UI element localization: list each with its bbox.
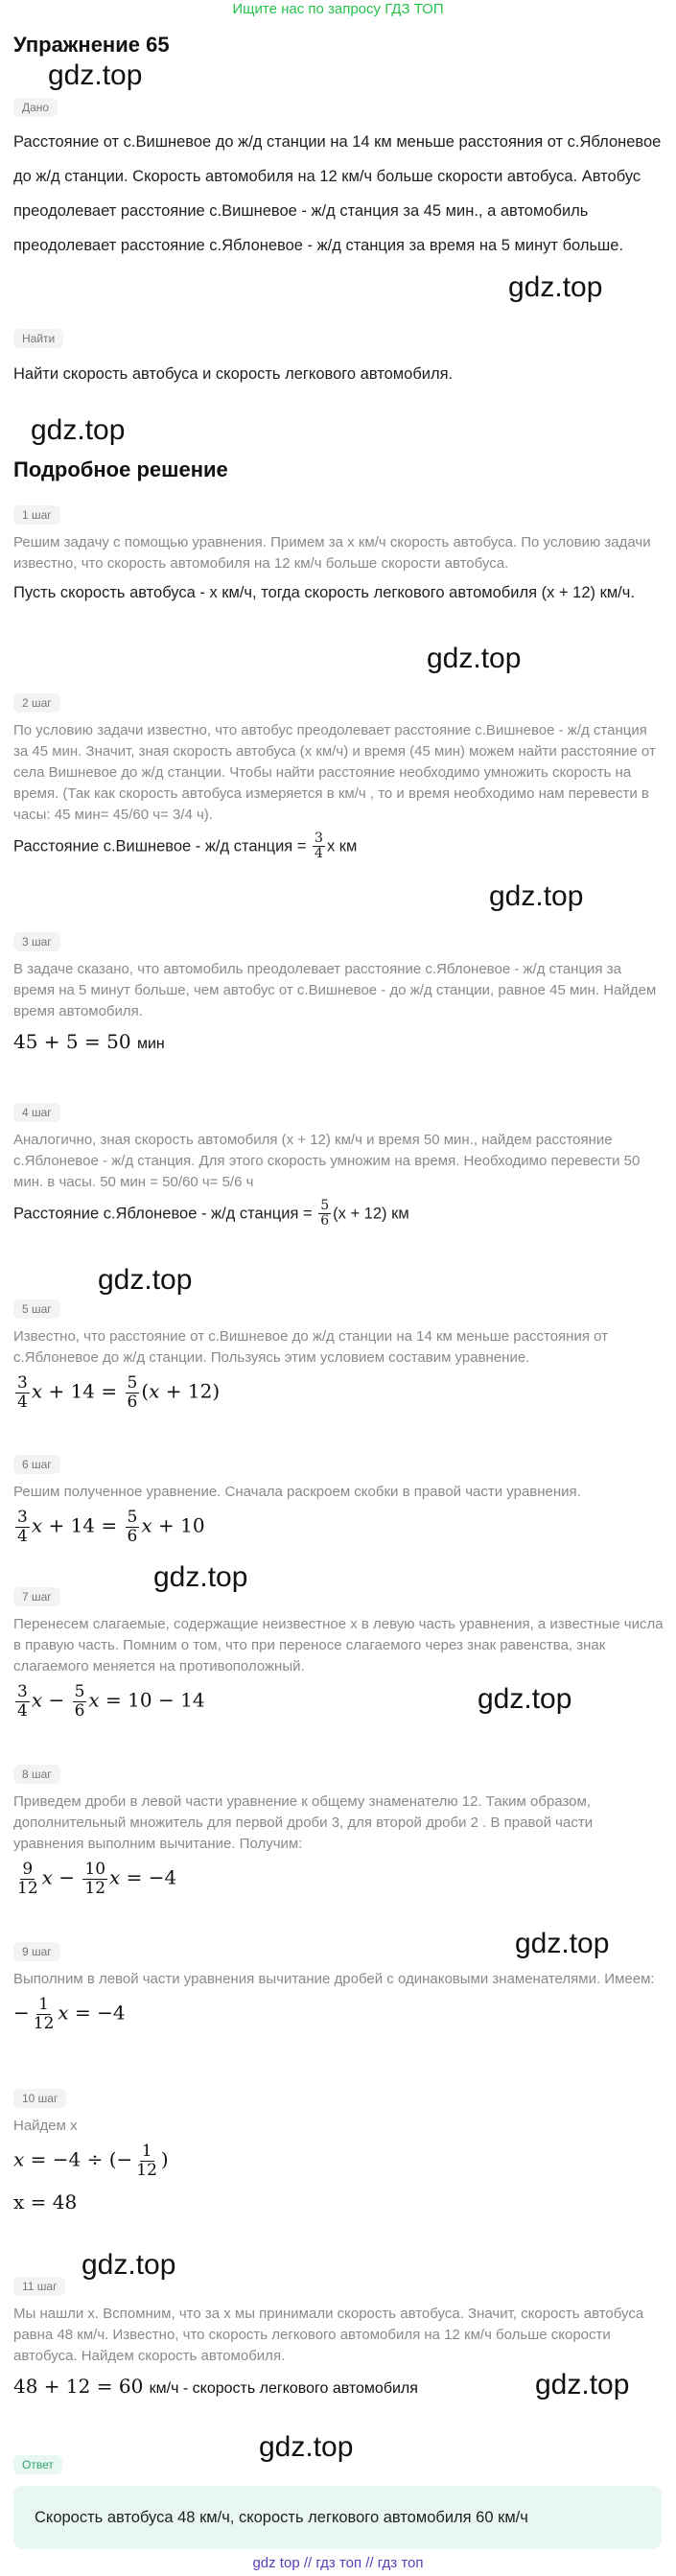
- equation: [13, 2373, 665, 2402]
- step-text: В задаче сказано, что автомобиль преодолевает расстояние с.Яблоневое - ж/д станция за время на 5 минут больше, чем автобус от с.Вишневое - до ж/д станции, равное 45 мин. Найдем время автомобиля.: [13, 961, 657, 1019]
- answer-text: Скорость автобуса 48 км/ч, скорость легкового автомобиля 60 км/ч: [35, 2508, 528, 2526]
- step-9: [13, 1942, 665, 2032]
- solution-title: Подробное решение: [13, 457, 228, 481]
- step-label: 9 шаг: [13, 1942, 60, 1961]
- given-label: Дано: [13, 98, 58, 117]
- watermark: gdz.top: [259, 2431, 354, 2463]
- equation: [13, 1028, 665, 1058]
- watermark: gdz.top: [82, 2249, 176, 2281]
- step-text: Решим полученное уравнение. Сначала раскроем скобки в правой части уравнения.: [13, 1484, 581, 1500]
- watermark: gdz.top: [31, 414, 126, 446]
- step-label: 6 шаг: [13, 1455, 60, 1474]
- watermark: gdz.top: [153, 1561, 248, 1593]
- watermark: gdz.top: [508, 271, 603, 303]
- equation-text: 45 + 5 = 50: [13, 1030, 131, 1053]
- step-text: Найдем x: [13, 2118, 78, 2134]
- step-7: [13, 1587, 665, 1720]
- equation: x = −4 ÷ (− $\frac{1}{12}$ ): [13, 2142, 169, 2180]
- distance-label: Расстояние с.Вишневое - ж/д станция =: [13, 837, 312, 855]
- step-conclusion: [13, 831, 665, 862]
- step-label: 7 шаг: [13, 1587, 60, 1606]
- step-label: 2 шаг: [13, 693, 60, 713]
- answer-box: [13, 2486, 662, 2549]
- watermark: gdz.top: [515, 1928, 610, 1959]
- watermark: gdz.top: [98, 1264, 193, 1296]
- step-label: 10 шаг: [13, 2089, 66, 2108]
- step-label: 11 шаг: [13, 2277, 65, 2296]
- step-label: 5 шаг: [13, 1300, 60, 1319]
- equation: − $\frac{1}{12}$ x = −4: [13, 1995, 126, 2033]
- find-text: Найти скорость автобуса и скорость легкового автомобиля.: [13, 365, 454, 383]
- step-text: Решим задачу с помощью уравнения. Примем за x км/ч скорость автобуса. По условию задачи известно, что скорость автомобиля на 12 км/ч больше скорости автобуса.: [13, 534, 651, 572]
- step-conclusion: [13, 1199, 665, 1229]
- equation-result: x = 48: [13, 2190, 78, 2214]
- step-text: Аналогично, зная скорость автомобиля (x + 12) км/ч и время 50 мин., найдем расстояние с.Яблоневое - ж/д станция. Для этого скорость умножим на время. Необходимо перевести 50 мин. в часы. 50 мин = 50/60 ч= 5/6 ч: [13, 1132, 641, 1190]
- distance-expression: (x + 12) км: [333, 1205, 409, 1223]
- watermark: gdz.top: [478, 1683, 572, 1715]
- equation-unit: мин: [136, 1036, 165, 1052]
- watermark: gdz.top: [535, 2369, 630, 2400]
- given-text: Расстояние от с.Вишневое до ж/д станции на 14 км меньше расстояния от с.Яблоневое до ж/д станции. Скорость автомобиля на 12 км/ч больше скорости автобуса. Автобус преодолевает расстояние с.Вишневое - ж/д станция за 45 мин., а автомобиль преодолевает расстояние с.Яблоневое - ж/д станция за время на 5 минут больше.: [13, 133, 662, 254]
- step-label: 4 шаг: [13, 1103, 60, 1122]
- step-text: По условию задачи известно, что автобус преодолевает расстояние с.Вишневое - ж/д станция за 45 мин. Значит, зная скорость автобуса (x км/ч) и время (45 мин) можем найти расстояние от села Вишневое до ж/д станции. Чтобы найти расстояние необходимо умножить скорость на время. (Так как скорость автобуса измеряется в км/ч , то и время необходимо нам перевести в часы: 45 мин= 45/60 ч= 3/4 ч).: [13, 722, 656, 823]
- find-label: Найти: [13, 329, 63, 348]
- step-11: [13, 2277, 665, 2402]
- footer-links[interactable]: gdz top // гдз топ // гдз топ: [252, 2555, 424, 2571]
- step-4: [13, 1103, 665, 1229]
- step-5: [13, 1300, 665, 1411]
- step-label: 1 шаг: [13, 505, 60, 525]
- search-banner[interactable]: Ищите нас по запросу ГДЗ ТОП: [232, 1, 444, 17]
- step-label: 8 шаг: [13, 1765, 60, 1784]
- equation: $\frac{3}{4}$ x + 14 = $\frac{5}{6}$ x + 10: [17, 1508, 205, 1546]
- step-2: [13, 693, 665, 862]
- step-text: Перенесем слагаемые, содержащие неизвестное x в левую часть уравнения, а известные числа в правую часть. Помним о том, что при переносе слагаемого через знак равенства, знак слагаемого меняется на противоположный.: [13, 1616, 664, 1674]
- fraction-5-6: $\frac{5}{6}$: [320, 1198, 330, 1229]
- answer-label: Ответ: [13, 2455, 62, 2474]
- exercise-title: Упражнение 65: [13, 33, 170, 57]
- fraction-3-4: $\frac{3}{4}$: [315, 831, 323, 862]
- step-6: [13, 1455, 665, 1545]
- step-text: Мы нашли x. Вспомним, что за x мы принимали скорость автобуса. Значит, скорость автобуса равна 48 км/ч. Известно, что скорость легкового автомобиля на 12 км/ч больше скорости автобуса. Найдем скорость автомобиля.: [13, 2306, 644, 2364]
- equation: $\frac{9}{12}$ x − $\frac{10}{12}$ x = −4: [17, 1860, 177, 1898]
- equation: $\frac{3}{4}$ x + 14 = $\frac{5}{6}$ (x + 12): [17, 1373, 221, 1412]
- step-10: [13, 2089, 665, 2215]
- watermark: gdz.top: [489, 880, 584, 912]
- equation-text: 48 + 12 = 60: [13, 2375, 144, 2398]
- step-8: [13, 1765, 665, 1897]
- step-text: Известно, что расстояние от с.Вишневое до ж/д станции на 14 км меньше расстояния от с.Яблоневое до ж/д станции. Пользуясь этим условием составим уравнение.: [13, 1328, 608, 1366]
- distance-label: Расстояние с.Яблоневое - ж/д станция =: [13, 1205, 317, 1223]
- watermark: gdz.top: [427, 643, 522, 674]
- step-text: Приведем дроби в левой части уравнение к общему знаменателю 12. Таким образом, дополнительный множитель для первой дроби 3, для второй дроби 2 . В правой части уравнения выполним вычитание. Получим:: [13, 1793, 594, 1852]
- step-conclusion: Пусть скорость автобуса - x км/ч, тогда скорость легкового автомобиля (x + 12) км/ч.: [13, 584, 635, 601]
- distance-expression: x км: [326, 837, 358, 855]
- equation-tail: км/ч - скорость легкового автомобиля: [149, 2380, 418, 2397]
- watermark: gdz.top: [48, 59, 143, 91]
- step-text: Выполним в левой части уравнения вычитание дробей с одинаковыми знаменателями. Имеем:: [13, 1971, 655, 1987]
- step-3: [13, 932, 665, 1058]
- equation: $\frac{3}{4}$ x − $\frac{5}{6}$ x = 10 − 14: [17, 1682, 205, 1721]
- step-1: [13, 505, 665, 605]
- step-label: 3 шаг: [13, 932, 60, 951]
